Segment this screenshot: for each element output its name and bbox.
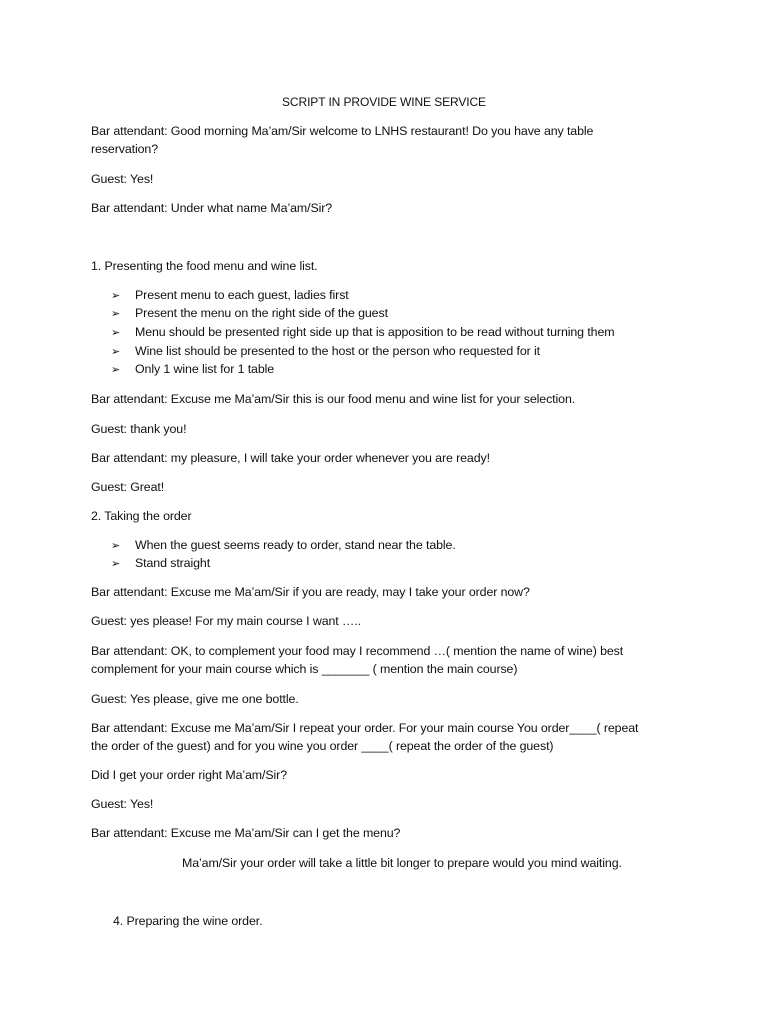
repeat-line-1: Bar attendant: Excuse me Ma’am/Sir I repeat your order. For your main course You order____( repeat <box>91 721 639 735</box>
repeat-line-2: the order of the guest) and for you wine you order ____( repeat the order of the guest) <box>91 739 554 753</box>
arrow-bullet-icon: ➢ <box>111 539 121 552</box>
list-item: ➢ Present menu to each guest, ladies first <box>111 286 349 306</box>
arrow-bullet-icon: ➢ <box>111 326 121 339</box>
guest-main-course-line: Guest: yes please! For my main course I want ….. <box>91 614 361 628</box>
section-1-heading: 1. Presenting the food menu and wine list. <box>91 259 318 273</box>
list-item: ➢ Present the menu on the right side of the guest <box>111 304 388 324</box>
document-title: SCRIPT IN PROVIDE WINE SERVICE <box>282 95 486 109</box>
list-item: ➢ Menu should be presented right side up that is apposition to be read without turning them <box>111 323 614 343</box>
get-menu-line: Bar attendant: Excuse me Ma’am/Sir can I get the menu? <box>91 826 401 840</box>
arrow-bullet-icon: ➢ <box>111 289 121 302</box>
arrow-bullet-icon: ➢ <box>111 345 121 358</box>
guest-yes-line-2: Guest: Yes! <box>91 797 154 811</box>
excuse-menu-line: Bar attendant: Excuse me Ma’am/Sir this is our food menu and wine list for your selection. <box>91 392 576 406</box>
under-name-line: Bar attendant: Under what name Ma’am/Sir? <box>91 201 333 215</box>
recommend-line-1: Bar attendant: OK, to complement your food may I recommend …( mention the name of wine) best <box>91 644 624 658</box>
order-right-line: Did I get your order right Ma’am/Sir? <box>91 768 288 782</box>
greeting-line-1: Bar attendant: Good morning Ma’am/Sir welcome to LNHS restaurant! Do you have any table <box>91 124 594 138</box>
list-item: ➢ When the guest seems ready to order, stand near the table. <box>111 536 456 556</box>
recommend-line-2: complement for your main course which is _______ ( mention the main course) <box>91 662 518 676</box>
guest-bottle-line: Guest: Yes please, give me one bottle. <box>91 692 299 706</box>
arrow-bullet-icon: ➢ <box>111 557 121 570</box>
section-2-heading: 2. Taking the order <box>91 509 192 523</box>
list-item: ➢ Wine list should be presented to the host or the person who requested for it <box>111 342 540 362</box>
arrow-bullet-icon: ➢ <box>111 363 121 376</box>
guest-thank-line: Guest: thank you! <box>91 422 187 436</box>
section-4-heading: 4. Preparing the wine order. <box>113 914 263 928</box>
arrow-bullet-icon: ➢ <box>111 307 121 320</box>
greeting-line-2: reservation? <box>91 142 158 156</box>
pleasure-line: Bar attendant: my pleasure, I will take your order whenever you are ready! <box>91 451 490 465</box>
guest-yes-line: Guest: Yes! <box>91 172 154 186</box>
take-order-line: Bar attendant: Excuse me Ma’am/Sir if you are ready, may I take your order now? <box>91 585 530 599</box>
guest-great-line: Guest: Great! <box>91 480 165 494</box>
list-item: ➢ Stand straight <box>111 554 210 574</box>
waiting-line: Ma’am/Sir your order will take a little bit longer to prepare would you mind waiting. <box>182 856 622 870</box>
list-item: ➢ Only 1 wine list for 1 table <box>111 360 274 380</box>
